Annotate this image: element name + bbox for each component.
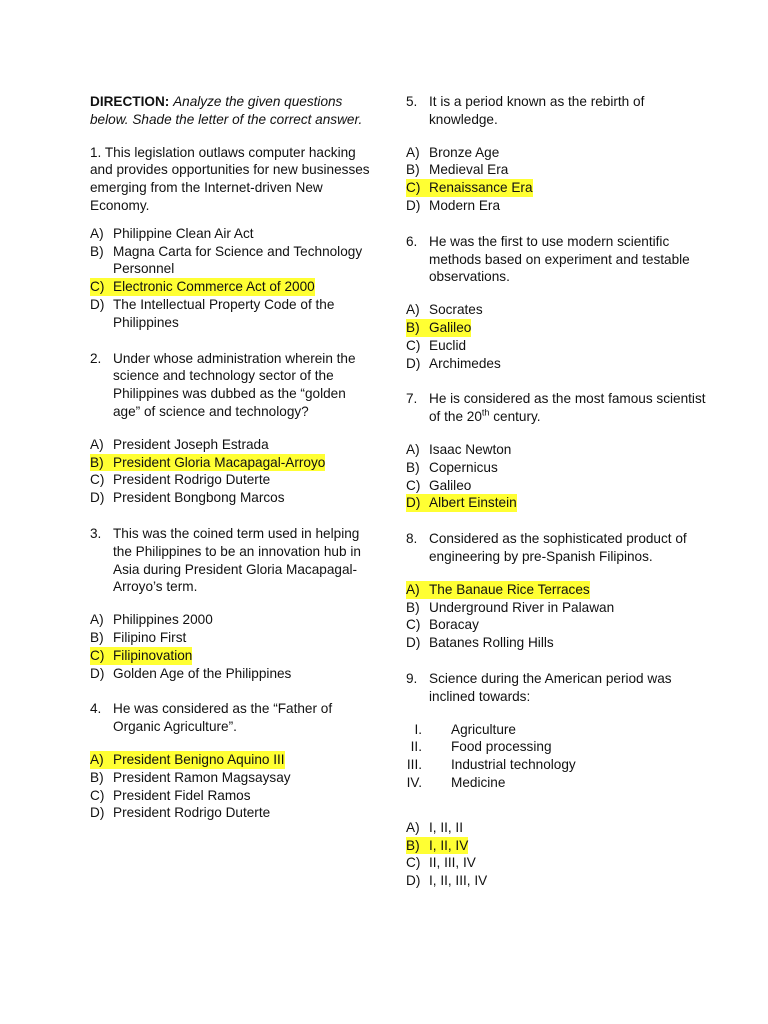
roman-numeral: III. <box>406 757 422 773</box>
question-2 <box>90 350 372 421</box>
question-text-before: He is considered as the most famous scientist of the 20 <box>429 391 706 425</box>
answer-option[interactable] <box>90 225 372 243</box>
left-column <box>90 93 372 840</box>
answer-option[interactable] <box>90 647 372 665</box>
question-5 <box>406 93 706 129</box>
answer-option[interactable] <box>406 319 706 337</box>
answer-option[interactable] <box>406 144 706 162</box>
question-text <box>429 390 706 426</box>
question-text: He was considered as the “Father of Organic Agriculture”. <box>113 701 333 735</box>
option-text: Copernicus <box>429 459 498 475</box>
question-9 <box>406 670 706 706</box>
option-text: Magna Carta for Science and Technology Personnel <box>113 243 363 277</box>
option-text: Galileo <box>429 319 472 335</box>
answer-option[interactable] <box>406 599 706 617</box>
answer-option[interactable] <box>406 161 706 179</box>
answer-option[interactable] <box>90 804 372 822</box>
answer-option[interactable] <box>90 436 372 454</box>
option-letter: A) <box>406 144 420 160</box>
option-letter: D) <box>406 355 421 371</box>
list-item-text: Agriculture <box>451 721 516 737</box>
answer-option[interactable] <box>406 872 706 890</box>
answer-option[interactable] <box>406 477 706 495</box>
answer-option[interactable] <box>90 665 372 683</box>
option-letter: A) <box>406 581 420 597</box>
option-letter: C) <box>406 337 421 353</box>
option-text: Medieval Era <box>429 162 509 178</box>
option-letter: B) <box>406 599 420 615</box>
roman-numeral: II. <box>410 739 422 755</box>
list-item-text: Medicine <box>451 774 506 790</box>
option-letter: D) <box>406 197 421 213</box>
answer-option[interactable] <box>90 296 372 332</box>
option-text: The Intellectual Property Code of the Philippines <box>113 296 335 330</box>
question-text: This legislation outlaws computer hacking and provides opportunities for new businesses emerging from the Internet-driven New Economy. <box>90 144 370 213</box>
option-letter: A) <box>406 819 420 835</box>
direction-block <box>90 93 372 129</box>
options-5 <box>406 144 706 215</box>
option-letter: C) <box>406 477 421 493</box>
answer-option[interactable] <box>406 634 706 652</box>
option-letter: D) <box>90 296 105 312</box>
option-letter: D) <box>90 805 105 821</box>
question-3 <box>90 525 372 596</box>
question-1 <box>90 144 372 215</box>
option-letter: B) <box>90 629 104 645</box>
answer-option[interactable] <box>406 819 706 837</box>
option-letter: C) <box>406 180 421 196</box>
question-number: 1. <box>90 144 102 160</box>
option-letter: C) <box>90 279 105 295</box>
option-text: Albert Einstein <box>429 495 517 511</box>
option-letter: C) <box>90 787 105 803</box>
options-9 <box>406 819 706 890</box>
question-text: Under whose administration wherein the science and technology sector of the Philippines was dubbed as the “golden age” of science and technology? <box>113 350 356 419</box>
option-text: I, II, II <box>429 819 463 835</box>
roman-numeral: IV. <box>406 774 422 790</box>
answer-option[interactable] <box>90 454 372 472</box>
option-text: Filipinovation <box>113 647 193 663</box>
option-letter: A) <box>406 302 420 318</box>
option-letter: A) <box>406 441 420 457</box>
answer-option[interactable] <box>90 489 372 507</box>
option-text: Euclid <box>429 337 467 353</box>
answer-option[interactable] <box>90 629 372 647</box>
list-item-text: Industrial technology <box>451 757 576 773</box>
ordinal-suffix: th <box>481 407 490 418</box>
option-text: Batanes Rolling Hills <box>429 635 554 651</box>
option-letter: D) <box>406 495 421 511</box>
options-3 <box>90 611 372 682</box>
question-text: Science during the American period was inclined towards: <box>429 670 672 704</box>
list-item <box>406 721 706 739</box>
option-letter: B) <box>406 837 420 853</box>
option-letter: C) <box>90 647 105 663</box>
question-number: 9. <box>406 670 418 686</box>
direction-label: DIRECTION: <box>90 94 170 109</box>
question-text: He was the first to use modern scientific methods based on experiment and testable observations. <box>429 233 690 285</box>
question-number: 5. <box>406 94 418 109</box>
option-letter: D) <box>90 490 105 506</box>
option-text: Underground River in Palawan <box>429 599 615 615</box>
answer-option[interactable] <box>90 243 372 279</box>
options-1 <box>90 225 372 332</box>
option-text: Renaissance Era <box>429 180 533 196</box>
option-letter: B) <box>406 162 420 178</box>
option-text: Electronic Commerce Act of 2000 <box>113 279 315 295</box>
question-number: 4. <box>90 701 102 717</box>
answer-option[interactable] <box>406 837 706 855</box>
direction-text: Analyze the given questions below. Shade the letter of the correct answer. <box>90 94 363 127</box>
option-text: President Bongbong Marcos <box>113 490 285 506</box>
answer-option[interactable] <box>406 494 706 512</box>
answer-option[interactable] <box>406 301 706 319</box>
question-7 <box>406 390 706 426</box>
answer-option[interactable] <box>406 854 706 872</box>
question-number: 6. <box>406 233 418 249</box>
option-letter: D) <box>90 665 105 681</box>
answer-option[interactable] <box>90 611 372 629</box>
option-letter: B) <box>90 454 104 470</box>
option-text: Filipino First <box>113 629 187 645</box>
question-6 <box>406 233 706 286</box>
option-text: Boracay <box>429 617 479 633</box>
question-number: 3. <box>90 525 102 541</box>
roman-numeral: I. <box>414 721 422 737</box>
question-8 <box>406 530 706 566</box>
question-text: It is a period known as the rebirth of knowledge. <box>429 94 645 127</box>
right-column <box>406 93 706 908</box>
option-text: President Fidel Ramos <box>113 787 251 803</box>
option-letter: B) <box>406 319 420 335</box>
option-letter: C) <box>406 855 421 871</box>
option-letter: B) <box>90 769 104 785</box>
option-letter: B) <box>90 243 104 259</box>
answer-option[interactable] <box>406 355 706 373</box>
option-text: President Rodrigo Duterte <box>113 472 271 488</box>
options-4 <box>90 751 372 822</box>
option-letter: D) <box>406 635 421 651</box>
option-text: Bronze Age <box>429 144 500 160</box>
option-letter: C) <box>406 617 421 633</box>
answer-option[interactable] <box>406 581 706 599</box>
option-letter: A) <box>90 436 104 452</box>
answer-option[interactable] <box>406 179 706 197</box>
option-text: I, II, IV <box>429 837 469 853</box>
option-letter: A) <box>90 225 104 241</box>
answer-option[interactable] <box>406 337 706 355</box>
answer-option[interactable] <box>406 197 706 215</box>
roman-list <box>406 721 706 792</box>
answer-option[interactable] <box>406 616 706 634</box>
option-text: President Ramon Magsaysay <box>113 769 291 785</box>
list-item-text: Food processing <box>451 739 552 755</box>
answer-option[interactable] <box>90 751 372 769</box>
option-letter: D) <box>406 873 421 889</box>
options-7 <box>406 441 706 512</box>
question-text: Considered as the sophisticated product of engineering by pre-Spanish Filipinos. <box>429 531 687 564</box>
list-item <box>406 738 706 756</box>
question-number: 7. <box>406 391 418 407</box>
answer-option[interactable] <box>90 787 372 805</box>
option-text: Golden Age of the Philippines <box>113 665 292 681</box>
option-letter: A) <box>90 612 104 628</box>
option-text: President Gloria Macapagal-Arroyo <box>113 454 326 470</box>
answer-option[interactable] <box>90 278 372 296</box>
answer-option[interactable] <box>406 441 706 459</box>
answer-option[interactable] <box>406 459 706 477</box>
option-text: Archimedes <box>429 355 501 371</box>
question-number: 2. <box>90 350 102 366</box>
option-text: President Benigno Aquino III <box>113 751 285 767</box>
question-4 <box>90 700 372 736</box>
options-6 <box>406 301 706 372</box>
option-text: Philippine Clean Air Act <box>113 225 254 241</box>
question-text: This was the coined term used in helping the Philippines to be an innovation hub in Asia during President Gloria Macapagal-Arroyo’s term. <box>113 525 361 595</box>
option-text: Philippines 2000 <box>113 612 213 628</box>
option-text: II, III, IV <box>429 855 476 871</box>
options-2 <box>90 436 372 507</box>
list-item <box>406 774 706 792</box>
option-letter: C) <box>90 472 105 488</box>
option-text: Galileo <box>429 477 472 493</box>
option-text: Socrates <box>429 302 483 318</box>
answer-option[interactable] <box>90 471 372 489</box>
option-letter: A) <box>90 751 104 767</box>
question-number: 8. <box>406 531 418 547</box>
answer-option[interactable] <box>90 769 372 787</box>
option-text: I, II, III, IV <box>429 873 488 889</box>
option-text: Isaac Newton <box>429 441 512 457</box>
option-text: President Joseph Estrada <box>113 436 269 452</box>
question-text-after: century. <box>489 409 541 425</box>
options-8 <box>406 581 706 652</box>
option-text: President Rodrigo Duterte <box>113 805 271 821</box>
list-item <box>406 756 706 774</box>
option-text: The Banaue Rice Terraces <box>429 581 590 597</box>
option-letter: B) <box>406 459 420 475</box>
option-text: Modern Era <box>429 197 501 213</box>
